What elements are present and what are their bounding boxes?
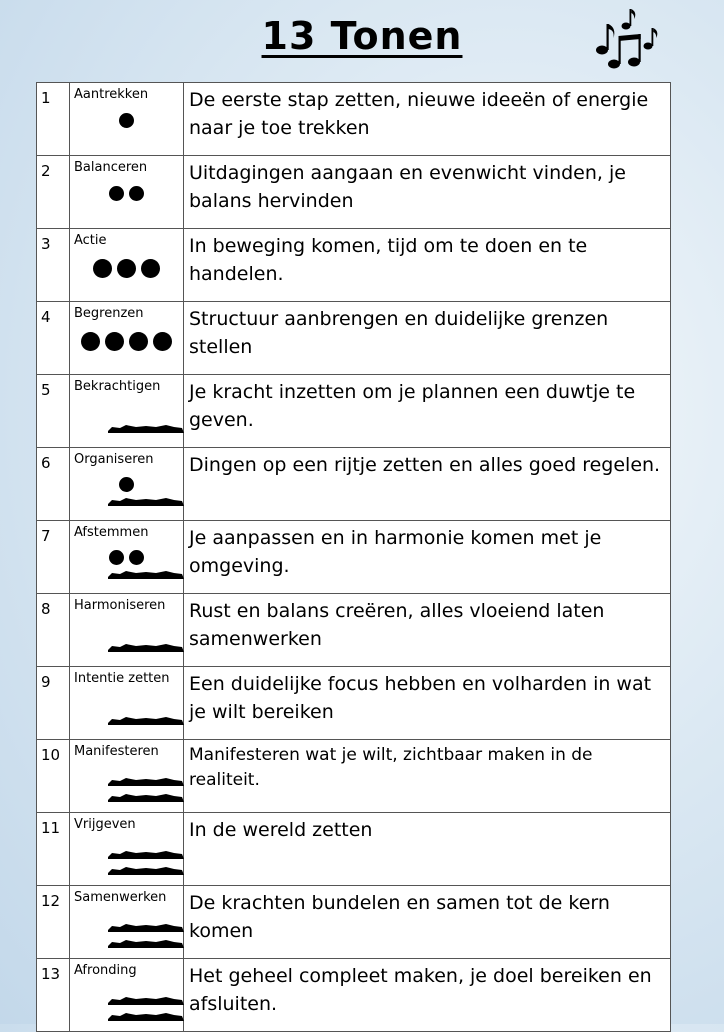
bar-icon [108,851,184,859]
tone-cell [70,448,184,521]
row-number: 12 [37,886,70,959]
table-row [37,813,671,886]
bars-icon [106,849,186,879]
tone-description: Rust en balans creëren, alles vloeiend laten samenwerken [184,594,671,667]
dot-icon [81,332,100,351]
tone-description: Structuur aanbrengen en duidelijke grenzen stellen [184,302,671,375]
bar-icon [108,571,184,579]
row-number: 8 [37,594,70,667]
bars-icon [106,632,186,662]
dot-icon [119,113,134,128]
bars-icon [106,413,186,443]
dot-icon [129,186,144,201]
dot-icon [117,259,136,278]
tone-cell [70,740,184,813]
tone-name: Begrenzen [74,306,144,321]
tone-description: De eerste stap zetten, nieuwe ideeën of energie naar je toe trekken [184,83,671,156]
tone-description: Je kracht inzetten om je plannen een duwtje te geven. [184,375,671,448]
tone-glyph [70,178,183,224]
tone-name: Organiseren [74,452,154,467]
row-number: 6 [37,448,70,521]
music-notes-icon [592,6,664,72]
tone-name: Vrijgeven [74,817,136,832]
tone-cell [70,813,184,886]
table-row [37,521,671,594]
tone-cell [70,521,184,594]
dot-icon [141,259,160,278]
tone-name: Samenwerken [74,890,167,905]
row-number: 11 [37,813,70,886]
bars-icon [106,995,186,1025]
tone-glyph [70,324,183,370]
tone-name: Actie [74,233,107,248]
table-row [37,667,671,740]
row-number: 13 [37,959,70,1032]
tone-glyph [70,616,183,662]
bar-icon [108,997,184,1005]
tone-name: Bekrachtigen [74,379,161,394]
tone-description: In de wereld zetten [184,813,671,886]
tone-name: Harmoniseren [74,598,166,613]
tone-name: Balanceren [74,160,148,175]
tone-description: Het geheel compleet maken, je doel bereiken en afsluiten. [184,959,671,1032]
tone-cell [70,83,184,156]
tone-glyph [70,908,183,954]
table-row [37,740,671,813]
tone-cell [70,156,184,229]
row-number: 2 [37,156,70,229]
bar-icon [108,940,184,948]
table-row [37,886,671,959]
bar-icon [108,794,184,802]
tone-cell [70,229,184,302]
tone-glyph [70,470,183,516]
bar-icon [108,1013,184,1021]
tone-description: Je aanpassen en in harmonie komen met je omgeving. [184,521,671,594]
tone-cell [70,886,184,959]
tone-cell [70,667,184,740]
tone-glyph [70,251,183,297]
tone-description: Dingen op een rijtje zetten en alles goed regelen. [184,448,671,521]
tone-description: In beweging komen, tijd om te doen en te handelen. [184,229,671,302]
table-row [37,83,671,156]
tone-glyph [70,689,183,735]
tone-name: Afstemmen [74,525,149,540]
row-number: 3 [37,229,70,302]
table-row [37,302,671,375]
tone-cell [70,959,184,1032]
dot-icon [105,332,124,351]
dot-icon [129,332,148,351]
table-row [37,375,671,448]
tone-name: Aantrekken [74,87,149,102]
tone-description: De krachten bundelen en samen tot de kern komen [184,886,671,959]
table-row [37,229,671,302]
tone-glyph [70,105,183,151]
tone-glyph [70,835,183,881]
table-row [37,448,671,521]
row-number: 1 [37,83,70,156]
bar-icon [108,867,184,875]
tone-cell [70,375,184,448]
dot-icon [153,332,172,351]
tone-description: Manifesteren wat je wilt, zichtbaar maken in de realiteit. [184,740,671,813]
table-row [37,594,671,667]
bar-icon [108,498,184,506]
tone-name: Manifesteren [74,744,159,759]
row-number: 4 [37,302,70,375]
dot-icon [109,186,124,201]
page-title: 13 Tonen [261,14,463,58]
bars-icon [106,559,186,589]
bars-icon [106,486,186,516]
row-number: 7 [37,521,70,594]
bar-icon [108,717,184,725]
bar-icon [108,425,184,433]
bars-icon [106,705,186,735]
dot-icon [93,259,112,278]
bar-icon [108,924,184,932]
bars-icon [106,776,186,806]
table-row [37,959,671,1032]
tone-glyph [70,981,183,1027]
tones-table [36,82,671,1032]
row-number: 5 [37,375,70,448]
bar-icon [108,644,184,652]
tone-name: Afronding [74,963,137,978]
bar-icon [108,778,184,786]
tone-glyph [70,762,183,808]
tone-glyph [70,543,183,589]
tone-description: Uitdagingen aangaan en evenwicht vinden, je balans hervinden [184,156,671,229]
tone-glyph [70,397,183,443]
tone-name: Intentie zetten [74,671,170,686]
row-number: 10 [37,740,70,813]
tone-cell [70,302,184,375]
tone-description: Een duidelijke focus hebben en volharden in wat je wilt bereiken [184,667,671,740]
bars-icon [106,922,186,952]
row-number: 9 [37,667,70,740]
table-row [37,156,671,229]
tone-cell [70,594,184,667]
